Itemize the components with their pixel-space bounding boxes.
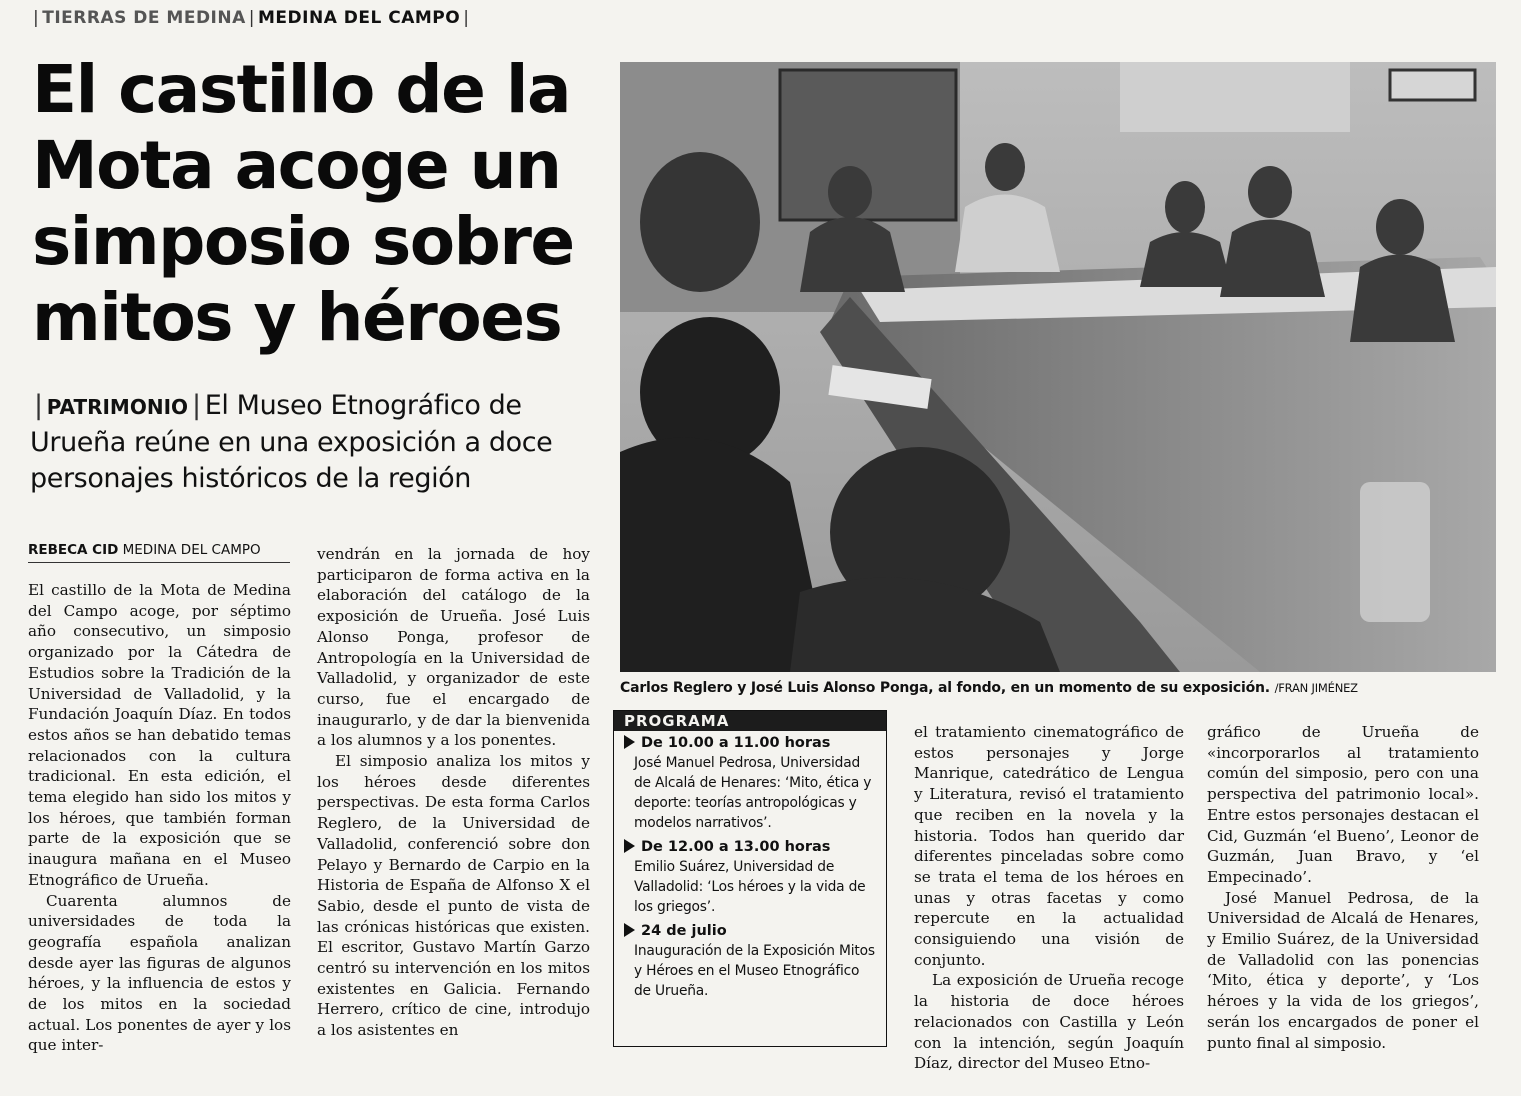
subhead-tag: PATRIMONIO — [46, 395, 189, 419]
paragraph: La exposición de Urueña recoge la historia de doce héroes relacionados con Castilla y León con la intención, según Joaquín Díaz, director del Museo Etno- — [914, 971, 1184, 1073]
byline — [28, 542, 290, 563]
program-time: De 12.00 a 13.00 horas — [624, 838, 880, 857]
section-header: | TIERRAS DE MEDINA | MEDINA DEL CAMPO | — [33, 8, 470, 28]
subhead-text: El Museo Etnográfico de Urueña reúne en una exposición a doce personajes históricos de la región — [30, 390, 553, 494]
paragraph: Cuarenta alumnos de universidades de toda la geografía española analizan desde ayer las figuras de algunos héroes, y la influencia de estos y de los mitos en la sociedad actual. Los ponentes de ayer y los que inter- — [28, 891, 291, 1055]
paragraph: gráfico de Urueña de «incorporarlos al tratamiento común del simposio, pero con una perspectiva del patrimonio local». Entre estos personajes destacan el Cid, Guzmán ‘el Bueno’, Leonor de Guzmán, Juan Bravo, y ‘el Empecinado’. — [1207, 723, 1479, 886]
program-item — [614, 919, 886, 1003]
article-column-1 — [28, 580, 291, 1056]
program-box — [613, 710, 887, 1047]
headline: El castillo de la Mota acoge un simposio sobre mitos y héroes — [32, 51, 574, 356]
program-item — [614, 835, 886, 919]
paragraph: El simposio analiza los mitos y los héroes desde diferentes perspectivas. De esta forma Carlos Reglero, de la Universidad de Valladolid, conferenció sobre don Pelayo y Bernardo de Carpio en la Historia de España de Alfonso X el Sabio, desde el punto de vista de las crónicas históricas que existen. El escritor, Gustavo Martín Garzo centró su intervención en los mitos existentes en Galicia. Fernando Herrero, crítico de cine, introdujo a los asistentes en — [317, 752, 590, 1040]
paragraph: José Manuel Pedrosa, de la Universidad de Alcalá de Henares, y Emilio Suárez, de la Universidad de Valladolid con las ponencias ‘Mito, ética y deporte’, y ‘Los héroes y la vida de los griegos’, serán los encargados de poner el punto final al simposio. — [1207, 888, 1479, 1052]
paragraph: El castillo de la Mota de Medina del Campo acoge, por séptimo año consecutivo, un simposio organizado por la Cátedra de Estudios sobre la Tradición de la Universidad de Valladolid, y la Fundación Joaquín Díaz. En todos estos años se han debatido temas relacionados con la cultura tradicional. En esta edición, el tema elegido han sido los mitos y los héroes, que también forman parte de la exposición que se inaugura mañana en el Museo Etnográfico de Urueña. — [28, 581, 291, 889]
caption-text: Carlos Reglero y José Luis Alonso Ponga, al fondo, en un momento de su exposición. — [620, 680, 1270, 696]
article-photo — [620, 62, 1496, 672]
section-region: TIERRAS DE MEDINA — [42, 8, 246, 28]
photo-credit: /FRAN JIMÉNEZ — [1274, 681, 1358, 695]
program-desc: Inauguración de la Exposición Mitos y Héroes en el Museo Etnográfico de Urueña. — [634, 943, 875, 999]
program-time: 24 de julio — [624, 922, 880, 941]
program-title: PROGRAMA — [614, 711, 886, 731]
program-item — [614, 731, 886, 835]
program-desc: José Manuel Pedrosa, Universidad de Alcalá de Henares: ‘Mito, ética y deporte: teorías antropológicas y modelos narrativos’. — [634, 755, 872, 831]
article-column-2 — [317, 544, 590, 1041]
paragraph: vendrán en la jornada de hoy participaron de forma activa en la elaboración del catálogo de la exposición de Urueña. José Luis Alonso Ponga, profesor de Antropología en la Universidad de Valladolid, y organizador de este curso, fue el encargado de inaugurarlo, y de dar la bienvenida a los alumnos y a los ponentes. — [317, 545, 590, 750]
photo-caption — [620, 680, 1500, 696]
byline-author: REBECA CID — [28, 542, 119, 558]
paragraph: el tratamiento cinematográfico de estos personajes y Jorge Manrique, catedrático de Lengua y Literatura, revisó el tratamiento que reciben en la novela y la historia. Todos han querido dar diferentes pinceladas sobre como se trata el tema de los héroes en unas y otras facetas y como repercute en la actualidad consiguiendo una visión de conjunto. — [914, 723, 1184, 969]
program-desc: Emilio Suárez, Universidad de Valladolid: ‘Los héroes y la vida de los griegos’. — [634, 859, 866, 915]
byline-place: MEDINA DEL CAMPO — [122, 542, 261, 558]
section-town: MEDINA DEL CAMPO — [258, 8, 461, 28]
article-column-4 — [1207, 722, 1479, 1053]
subhead: | PATRIMONIO | El Museo Etnográfico de Urueña reúne en una exposición a doce personajes históricos de la región — [30, 390, 553, 494]
program-time: De 10.00 a 11.00 horas — [624, 734, 880, 753]
article-column-3 — [914, 722, 1184, 1074]
